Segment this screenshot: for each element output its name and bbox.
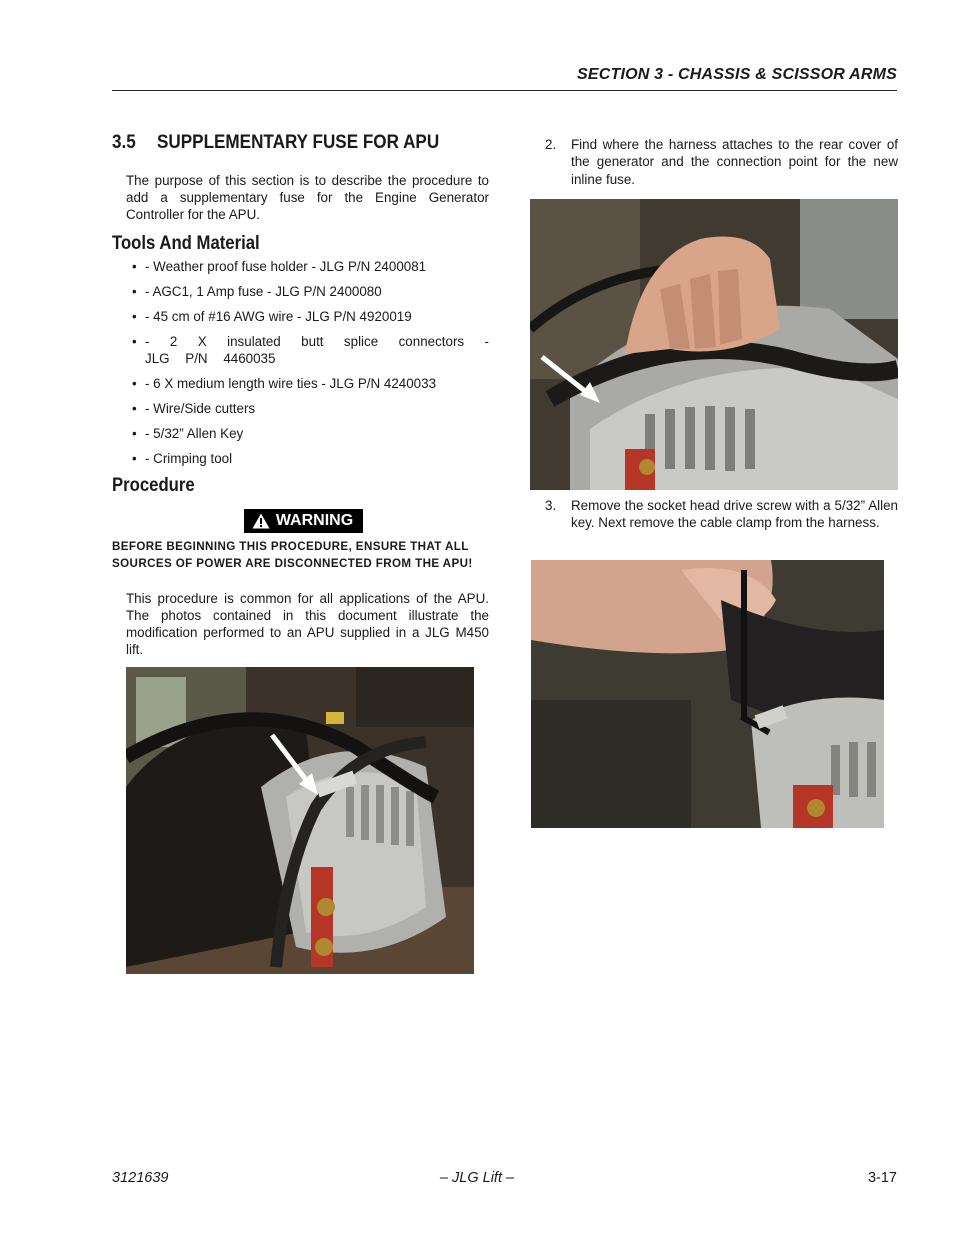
list-item [112, 308, 489, 325]
running-header: SECTION 3 - CHASSIS & SCISSOR ARMS [576, 66, 897, 83]
step-text: Remove the socket head drive screw with a 5/32” Allen key. Next remove the cable clamp from the harness. [571, 498, 898, 531]
step-3 [530, 497, 898, 532]
steps-list-right [530, 136, 898, 188]
warning-banner [112, 509, 489, 534]
step-text: Find where the harness attaches to the rear cover of the generator and the connection point for the new inline fuse. [571, 137, 898, 187]
step-2 [530, 136, 898, 188]
bullet: • [132, 451, 137, 466]
list-item-text: - 2 X insulated butt splice connectors - JLG P/N 4460035 [145, 334, 489, 366]
photo-allen-key-removal [531, 560, 884, 828]
list-item [112, 400, 489, 417]
bullet: • [132, 426, 137, 441]
bullet: • [132, 334, 137, 349]
list-item-text: - Wire/Side cutters [145, 401, 256, 416]
section-intro: The purpose of this section is to describe the procedure to add a supplementary fuse for the Engine Generator Controller for the APU. [126, 173, 489, 222]
procedure-heading: Procedure [112, 475, 195, 496]
warning-triangle-icon [252, 513, 270, 529]
right-column [530, 136, 898, 188]
warning-label-text: WARNING [275, 512, 354, 529]
step-number: 3. [545, 498, 557, 513]
bullet: • [132, 401, 137, 416]
list-item-text: - Crimping tool [145, 451, 233, 466]
photo-harness-rear-cover [530, 199, 898, 490]
section-number: 3.5 [112, 132, 136, 153]
bullet: • [132, 309, 137, 324]
footer-doc-number: 3121639 [112, 1170, 169, 1186]
left-column [112, 132, 489, 685]
tools-heading: Tools And Material [112, 233, 260, 254]
list-item [112, 283, 489, 300]
photo-apu-rear-harness [126, 667, 474, 974]
list-item-text: - 5/32” Allen Key [145, 426, 244, 441]
list-item [112, 425, 489, 442]
procedure-intro: This procedure is common for all applications of the APU. The photos contained in this document illustrate the modification performed to an APU supplied in a JLG M450 lift. [126, 591, 489, 657]
step-number: 2. [545, 137, 557, 152]
warning-text: BEFORE BEGINNING THIS PROCEDURE, ENSURE THAT ALL SOURCES OF POWER ARE DISCONNECTED FROM THE APU! [112, 540, 473, 570]
list-item-text: - 6 X medium length wire ties - JLG P/N 4240033 [145, 376, 437, 391]
tools-list [112, 258, 489, 467]
warning-label [244, 509, 363, 533]
header-divider [112, 90, 897, 91]
list-item-text: - 45 cm of #16 AWG wire - JLG P/N 4920019 [145, 309, 412, 324]
section-title: SUPPLEMENTARY FUSE FOR APU [157, 132, 440, 153]
list-item-text: - Weather proof fuse holder - JLG P/N 2400081 [145, 259, 427, 274]
steps-list-right-lower [530, 497, 898, 532]
list-item [112, 375, 489, 392]
bullet: • [132, 259, 137, 274]
list-item [112, 333, 489, 367]
footer-company: – JLG Lift – [439, 1170, 515, 1186]
list-item [112, 450, 489, 467]
footer-page-number: 3-17 [867, 1170, 897, 1186]
list-item [112, 258, 489, 275]
bullet: • [132, 284, 137, 299]
section-heading [112, 132, 451, 154]
right-column-lower [530, 497, 898, 532]
bullet: • [132, 376, 137, 391]
list-item-text: - AGC1, 1 Amp fuse - JLG P/N 2400080 [145, 284, 382, 299]
